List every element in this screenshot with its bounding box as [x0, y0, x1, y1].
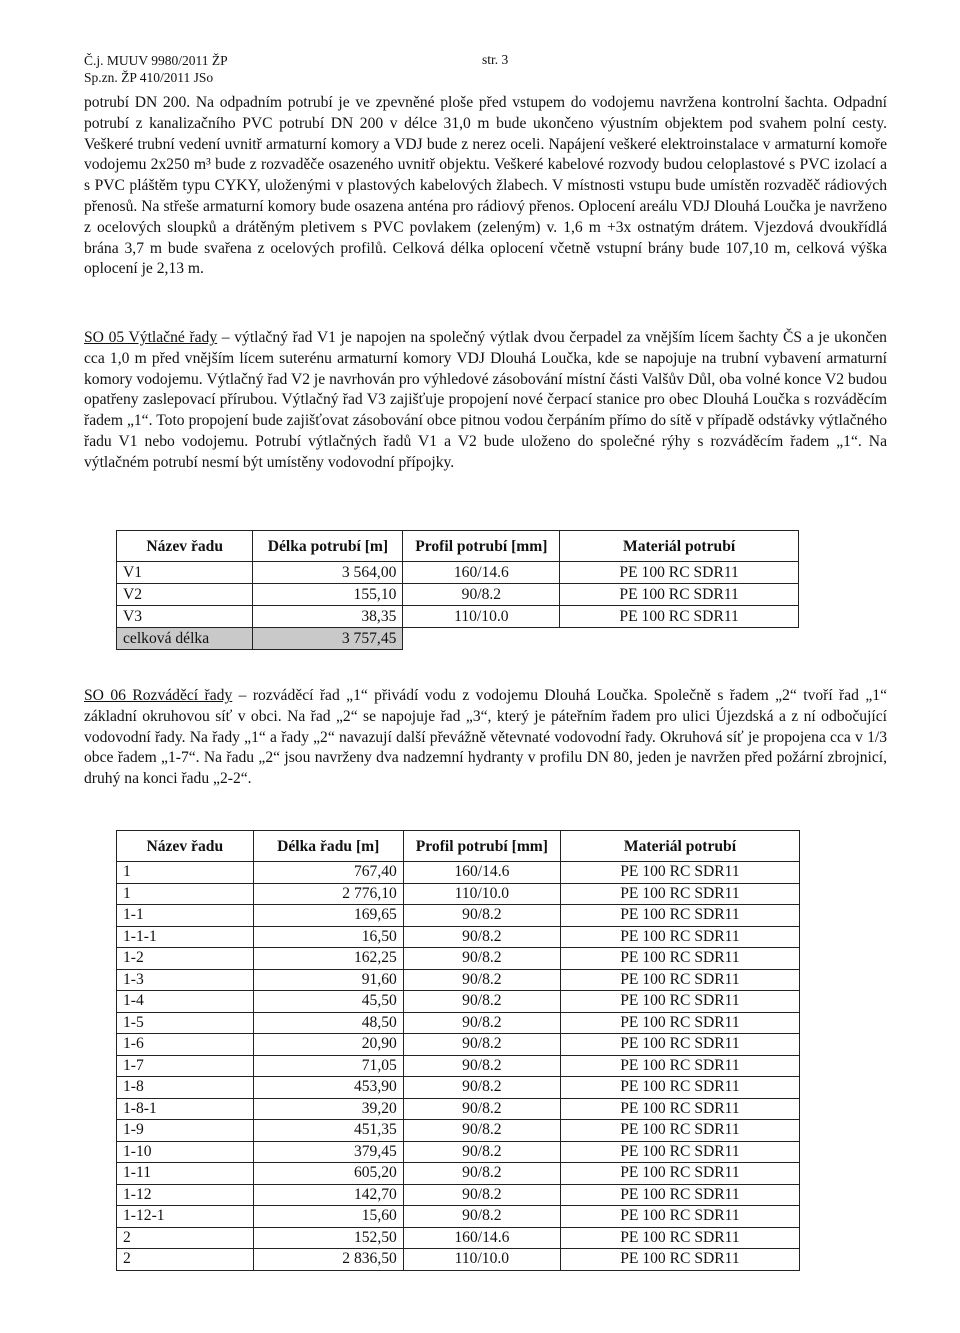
table-cell: 1-10 — [117, 1141, 254, 1163]
table-cell: 3 564,00 — [253, 562, 403, 584]
page-number: str. 3 — [482, 52, 509, 67]
table-row — [117, 562, 799, 584]
table-cell: 38,35 — [253, 606, 403, 628]
table-cell: 160/14.6 — [403, 1227, 560, 1249]
table-cell: 90/8.2 — [403, 1120, 560, 1142]
table-cell: PE 100 RC SDR11 — [560, 991, 799, 1013]
table-cell: 605,20 — [253, 1163, 403, 1185]
table-cell: PE 100 RC SDR11 — [560, 1034, 799, 1056]
table-cell: 110/10.0 — [403, 606, 560, 628]
table-cell: 90/8.2 — [403, 1141, 560, 1163]
table-cell: 160/14.6 — [403, 862, 560, 884]
table-cell: 90/8.2 — [403, 926, 560, 948]
table-cell: 169,65 — [253, 905, 403, 927]
table-cell: 90/8.2 — [403, 1034, 560, 1056]
table-cell: PE 100 RC SDR11 — [560, 862, 799, 884]
table-cell: PE 100 RC SDR11 — [560, 1012, 799, 1034]
table-cell: 142,70 — [253, 1184, 403, 1206]
section-so06-text: – rozváděcí řad „1“ přivádí vodu z vodojemu Dlouhá Loučka. Společně s řadem „2“ tvoří řad „1“ základní okruhovou síť v obci. Na řad „2“ se napojuje řad „3“, který je páteřním řadem pro ulici Újezdská a z ní odbočující vodovodní řady. Na řady „1“ a řady „2“ navazují další převážně větevnaté vodovodní řady. Okruhová síť je propojena cca v 1/3 obce řadem „1-7“. Na řadu „2“ jsou navrženy dva nadzemní hydranty v profilu DN 80, jeden je navržen před požární zbrojnicí, druhý na konci řadu „2-2“. — [84, 687, 887, 788]
table-row — [117, 1227, 800, 1249]
section-so05-heading: SO 05 Výtlačné řady — [84, 329, 218, 346]
empty-cell — [560, 628, 799, 650]
column-header: Název řadu — [117, 531, 253, 562]
table-cell: PE 100 RC SDR11 — [560, 1141, 799, 1163]
paragraph-intro: potrubí DN 200. Na odpadním potrubí je ve zpevněné ploše před vstupem do vodojemu navržena kontrolní šachta. Odpadní potrubí z kanalizačního PVC potrubí DN 200 v délce 31,0 m bude ukončeno výustním objektem pod svahem polní cesty. Veškeré trubní vedení uvnitř armaturní komory a VDJ bude z nerez oceli. Napájení veškeré elektroinstalace v armaturní komoře vodojemu 2x250 m³ bude z rozvaděče osazeného uvnitř objektu. Veškeré kabelové rozvody budou celoplastové s PVC izolací a s PVC pláštěm typu CYKY, uloženými v plastových kabelových žlabech. V místnosti vstupu bude umístěn rozvaděč rádiových přenosů. Na střeše armaturní komory bude osazena anténa pro rádiový přenos. Oplocení areálu VDJ Dlouhá Loučka je navrženo z ocelových sloupků a drátěným pletivem s PVC povlakem (zeleným) v. 1,6 m +3x ostnatým drátem. Vjezdová dvoukřídlá brána 3,7 m bude svařena z ocelových profilů. Celková délka oplocení včetně vstupní brány bude 107,10 m, celková výška oplocení je 2,13 m. — [84, 94, 887, 278]
total-label: celková délka — [117, 628, 253, 650]
table-cell: 110/10.0 — [403, 1249, 560, 1271]
column-header: Délka řadu [m] — [253, 831, 403, 862]
table-cell: 90/8.2 — [403, 1055, 560, 1077]
table-row — [117, 1034, 800, 1056]
column-header: Délka potrubí [m] — [253, 531, 403, 562]
table-cell: PE 100 RC SDR11 — [560, 948, 799, 970]
reference-number: Č.j. MUUV 9980/2011 ŽP — [84, 53, 228, 68]
file-number: Sp.zn. ŽP 410/2011 JSo — [84, 70, 214, 85]
table-row — [117, 1120, 800, 1142]
table-cell: 90/8.2 — [403, 1077, 560, 1099]
table-header-row — [117, 831, 800, 862]
table-cell: 71,05 — [253, 1055, 403, 1077]
table-cell: V1 — [117, 562, 253, 584]
table-row — [117, 1249, 800, 1271]
table-row — [117, 1206, 800, 1228]
table-cell: 91,60 — [253, 969, 403, 991]
table-cell: PE 100 RC SDR11 — [560, 926, 799, 948]
table-cell: PE 100 RC SDR11 — [560, 1077, 799, 1099]
table-cell: 1-11 — [117, 1163, 254, 1185]
table-cell: PE 100 RC SDR11 — [560, 883, 799, 905]
table-header-row — [117, 531, 799, 562]
table-row — [117, 1141, 800, 1163]
table-cell: 1-4 — [117, 991, 254, 1013]
table-row — [117, 969, 800, 991]
table-pressure-lines — [116, 530, 799, 650]
table-cell: PE 100 RC SDR11 — [560, 905, 799, 927]
table-cell: 2 — [117, 1249, 254, 1271]
table-cell: 767,40 — [253, 862, 403, 884]
table-row — [117, 905, 800, 927]
table-cell: 453,90 — [253, 1077, 403, 1099]
table-cell: 20,90 — [253, 1034, 403, 1056]
section-so06 — [84, 686, 887, 790]
column-header: Materiál potrubí — [560, 531, 799, 562]
table-cell: 2 836,50 — [253, 1249, 403, 1271]
table-cell: 45,50 — [253, 991, 403, 1013]
table-cell: 2 776,10 — [253, 883, 403, 905]
table-cell: PE 100 RC SDR11 — [560, 584, 799, 606]
table-cell: PE 100 RC SDR11 — [560, 1249, 799, 1271]
table-distribution-lines — [116, 830, 800, 1271]
column-header: Název řadu — [117, 831, 254, 862]
table-cell: 39,20 — [253, 1098, 403, 1120]
table-cell: 1-7 — [117, 1055, 254, 1077]
table-total-row — [117, 628, 799, 650]
table-row — [117, 862, 800, 884]
table-cell: 379,45 — [253, 1141, 403, 1163]
table-cell: 1-5 — [117, 1012, 254, 1034]
table-row — [117, 606, 799, 628]
table-cell: 15,60 — [253, 1206, 403, 1228]
table-cell: 162,25 — [253, 948, 403, 970]
table-row — [117, 1184, 800, 1206]
table-cell: 1-8-1 — [117, 1098, 254, 1120]
table-cell: 90/8.2 — [403, 1163, 560, 1185]
table-cell: 152,50 — [253, 1227, 403, 1249]
table-row — [117, 1012, 800, 1034]
table-cell: 160/14.6 — [403, 562, 560, 584]
table-cell: 90/8.2 — [403, 905, 560, 927]
table-cell: 1-9 — [117, 1120, 254, 1142]
table-cell: 1-12-1 — [117, 1206, 254, 1228]
table-cell: 16,50 — [253, 926, 403, 948]
table-cell: PE 100 RC SDR11 — [560, 1227, 799, 1249]
table-cell: 1-1-1 — [117, 926, 254, 948]
table-row — [117, 1163, 800, 1185]
table-cell: 110/10.0 — [403, 883, 560, 905]
table-cell: 90/8.2 — [403, 991, 560, 1013]
table-cell: 90/8.2 — [403, 1184, 560, 1206]
table-cell: PE 100 RC SDR11 — [560, 562, 799, 584]
table-cell: 1-3 — [117, 969, 254, 991]
table-cell: 1 — [117, 862, 254, 884]
table-cell: PE 100 RC SDR11 — [560, 1163, 799, 1185]
table-cell: V2 — [117, 584, 253, 606]
table-row — [117, 584, 799, 606]
table-cell: PE 100 RC SDR11 — [560, 1206, 799, 1228]
table-cell: 2 — [117, 1227, 254, 1249]
total-value: 3 757,45 — [253, 628, 403, 650]
table-cell: 1-12 — [117, 1184, 254, 1206]
table-row — [117, 1077, 800, 1099]
table-cell: 155,10 — [253, 584, 403, 606]
table-cell: PE 100 RC SDR11 — [560, 1184, 799, 1206]
table-row — [117, 1055, 800, 1077]
table-cell: PE 100 RC SDR11 — [560, 1055, 799, 1077]
empty-cell — [403, 628, 560, 650]
column-header: Profil potrubí [mm] — [403, 831, 560, 862]
document-reference — [84, 52, 228, 86]
table-cell: 1 — [117, 883, 254, 905]
table-cell: PE 100 RC SDR11 — [560, 969, 799, 991]
table-cell: 90/8.2 — [403, 969, 560, 991]
table-cell: V3 — [117, 606, 253, 628]
column-header: Profil potrubí [mm] — [403, 531, 560, 562]
section-so05 — [84, 328, 887, 474]
section-so06-heading: SO 06 Rozváděcí řady — [84, 687, 233, 704]
table-cell: 1-6 — [117, 1034, 254, 1056]
table-row — [117, 1098, 800, 1120]
table-cell: PE 100 RC SDR11 — [560, 606, 799, 628]
table-cell: 1-8 — [117, 1077, 254, 1099]
table-cell: 90/8.2 — [403, 1098, 560, 1120]
table-cell: 451,35 — [253, 1120, 403, 1142]
table-row — [117, 926, 800, 948]
table-row — [117, 883, 800, 905]
table-cell: 90/8.2 — [403, 948, 560, 970]
table-cell: 48,50 — [253, 1012, 403, 1034]
table-cell: 90/8.2 — [403, 584, 560, 606]
table-cell: 1-2 — [117, 948, 254, 970]
table-row — [117, 991, 800, 1013]
table-cell: 90/8.2 — [403, 1012, 560, 1034]
section-so05-text: – výtlačný řad V1 je napojen na společný výtlak dvou čerpadel za vnějším lícem šachty ČS a je ukončen cca 1,0 m před vnějším lícem suterénu armaturní komory VDJ Dlouhá Loučka, kde se napojuje na trubní vybavení armaturní komory vodojemu. Výtlačný řad V2 je navrhován pro výhledové zásobování místní části Valšův Důl, oba volné konce V2 budou opatřeny zaslepovací přírubou. Výtlačný řad V3 zajišťuje propojení nové čerpací stanice pro obec Dlouhá Loučka s rozváděcím řadem „1“. Toto propojení bude zajišťovat zásobování obce pitnou vodou čerpáním přímo do sítě v případě odstávky výtlačného řadu V1 nebo vodojemu. Potrubí výtlačných řadů V1 a V2 bude uloženo do společné rýhy s rozváděcím řadem „1“. Na výtlačném potrubí nesmí být umístěny vodovodní přípojky. — [84, 329, 887, 471]
table-cell: 90/8.2 — [403, 1206, 560, 1228]
table-cell: 1-1 — [117, 905, 254, 927]
table-row — [117, 948, 800, 970]
column-header: Materiál potrubí — [560, 831, 799, 862]
table-cell: PE 100 RC SDR11 — [560, 1098, 799, 1120]
table-cell: PE 100 RC SDR11 — [560, 1120, 799, 1142]
